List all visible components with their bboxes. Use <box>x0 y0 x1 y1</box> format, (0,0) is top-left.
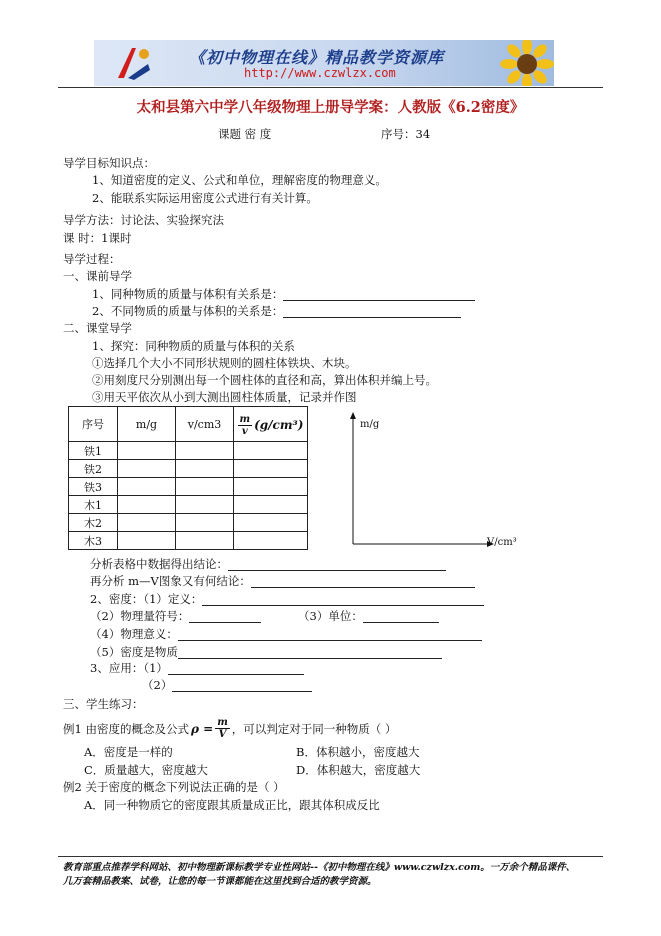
cell[interactable] <box>234 532 308 550</box>
row-label: 铁1 <box>69 442 118 460</box>
table-row <box>69 496 308 514</box>
document-title: 太和县第六中学八年级物理上册导学案：人教版《6.2密度》 <box>136 99 525 116</box>
cell[interactable] <box>176 532 234 550</box>
answer-blank[interactable] <box>168 662 304 675</box>
cell[interactable] <box>234 460 308 478</box>
cell[interactable] <box>234 442 308 460</box>
objective-item: 1、知道密度的定义、公式和单位，理解密度的物理意义。 <box>92 173 387 187</box>
option-d[interactable]: D．体积越大，密度越大 <box>296 763 421 777</box>
col-header-volume: v/cm3 <box>176 407 234 442</box>
answer-blank[interactable] <box>202 593 484 606</box>
col-header-index: 序号 <box>69 407 118 442</box>
sunflower-icon <box>489 40 554 86</box>
density-formula <box>191 717 230 740</box>
density-definition <box>90 592 484 606</box>
question-text: 1、同种物质的质量与体积有关系是： <box>92 287 284 301</box>
cell[interactable] <box>118 460 176 478</box>
answer-blank[interactable] <box>178 646 442 659</box>
header-banner <box>94 40 554 86</box>
answer-blank[interactable] <box>283 288 475 301</box>
cell[interactable] <box>118 478 176 496</box>
density-meaning <box>90 627 482 641</box>
density-property <box>90 645 442 659</box>
density-text: （2）物理量符号： <box>90 609 190 623</box>
footer-line: 几万套精品教案、试卷，让您的每一节课都能在这里找到合适的教学资源。 <box>63 876 377 887</box>
question-text: 2、不同物质的质量与体积的关系是： <box>92 304 284 318</box>
explore-heading: 1、探究：同种物质的质量与体积的关系 <box>92 339 295 353</box>
row-label: 铁2 <box>69 460 118 478</box>
objectives-heading: 导学目标知识点： <box>63 156 155 170</box>
answer-blank[interactable] <box>251 575 475 588</box>
density-symbol <box>90 609 261 623</box>
cell[interactable] <box>118 532 176 550</box>
table-row <box>69 460 308 478</box>
objective-item: 2、能联系实际运用密度公式进行有关计算。 <box>92 191 318 205</box>
cell[interactable] <box>234 514 308 532</box>
site-logo <box>114 44 154 84</box>
answer-blank[interactable] <box>283 305 461 318</box>
section-heading: 一、课前导学 <box>63 269 132 283</box>
cell[interactable] <box>176 442 234 460</box>
col-header-ratio <box>234 407 308 442</box>
class-periods: 课 时：1课时 <box>63 231 132 245</box>
experiment-step: ①选择几个大小不同形状规则的圆柱体铁块、木块。 <box>92 356 357 370</box>
col-header-mass: m/g <box>118 407 176 442</box>
cell[interactable] <box>118 496 176 514</box>
option-a[interactable]: A．密度是一样的 <box>84 745 173 759</box>
answer-blank[interactable] <box>189 610 261 623</box>
section-heading: 三、学生练习： <box>63 697 144 711</box>
example-text: 例1 由密度的概念及公式 <box>63 721 189 736</box>
ratio-denominator: v <box>241 425 248 437</box>
analysis-1 <box>90 557 446 571</box>
density-text: （3）单位： <box>298 609 363 623</box>
x-axis-label: V/cm³ <box>487 537 517 548</box>
density-text: 3、应用：（1） <box>90 661 168 675</box>
table-header-row <box>69 407 308 442</box>
table-row <box>69 478 308 496</box>
cell[interactable] <box>176 514 234 532</box>
application-1 <box>90 661 304 675</box>
section-heading: 二、课堂导学 <box>63 321 132 335</box>
lesson-serial: 序号：34 <box>381 127 431 141</box>
question-2 <box>92 304 461 318</box>
formula-numerator: m <box>217 717 228 728</box>
ratio-unit: (g/cm³) <box>254 418 304 432</box>
cell[interactable] <box>176 460 234 478</box>
ratio-numerator: m <box>239 413 251 425</box>
example-2: 例2 关于密度的概念下列说法正确的是（ ） <box>63 780 285 794</box>
cell[interactable] <box>176 478 234 496</box>
density-unit <box>298 609 439 623</box>
analysis-2 <box>90 574 475 588</box>
example-1 <box>63 717 396 740</box>
lesson-topic: 课题 密 度 <box>218 127 272 141</box>
teaching-method: 导学方法：讨论法、实验探究法 <box>63 213 224 227</box>
table-row <box>69 532 308 550</box>
example-text: ，可以判定对于同一种物质（ ） <box>231 721 397 736</box>
banner-title: 《初中物理在线》精品教学资源库 <box>189 48 445 67</box>
formula-rho: ρ = <box>190 721 214 736</box>
question-1 <box>92 287 475 301</box>
y-axis-label: m/g <box>360 419 380 430</box>
formula-denominator: V <box>218 729 227 740</box>
experiment-step: ②用刻度尺分别测出每一个圆柱体的直径和高，算出体积并编上号。 <box>92 373 437 387</box>
row-label: 铁3 <box>69 478 118 496</box>
density-text: （4）物理意义： <box>90 627 178 641</box>
cell[interactable] <box>176 496 234 514</box>
cell[interactable] <box>118 514 176 532</box>
answer-blank[interactable] <box>178 628 482 641</box>
density-text: （5）密度是物质 <box>90 645 178 659</box>
experiment-step: ③用天平依次从小到大测出圆柱体质量，记录并作图 <box>92 390 357 404</box>
option-a[interactable]: A．同一种物质它的密度跟其质量成正比，跟其体积成反比 <box>84 798 380 812</box>
y-axis-arrow <box>350 412 356 419</box>
row-label: 木3 <box>69 532 118 550</box>
footer-divider <box>58 856 603 857</box>
measurement-table <box>68 406 308 550</box>
process-heading: 导学过程： <box>63 252 121 266</box>
answer-blank[interactable] <box>363 610 439 623</box>
mass-volume-axes <box>348 412 498 552</box>
analysis-text: 再分析 m—V图象又有何结论： <box>90 574 251 588</box>
row-label: 木1 <box>69 496 118 514</box>
header-divider <box>58 87 603 88</box>
table-row <box>69 442 308 460</box>
density-text: 2、密度：（1）定义： <box>90 592 203 606</box>
cell[interactable] <box>118 442 176 460</box>
option-c[interactable]: C．质量越大，密度越大 <box>84 763 208 777</box>
cell[interactable] <box>234 478 308 496</box>
banner-url[interactable]: http://www.czwlzx.com <box>244 66 396 80</box>
answer-blank[interactable] <box>228 558 446 571</box>
table-row <box>69 514 308 532</box>
density-text: （2） <box>142 678 173 692</box>
option-b[interactable]: B．体积越小，密度越大 <box>296 745 420 759</box>
row-label: 木2 <box>69 514 118 532</box>
analysis-text: 分析表格中数据得出结论： <box>90 557 228 571</box>
answer-blank[interactable] <box>172 679 312 692</box>
footer-line: 教育部重点推荐学科网站、初中物理新课标教学专业性网站--《初中物理在线》www.czwlzx.com。一万余个精品课件、 <box>63 862 576 873</box>
application-2 <box>142 678 312 692</box>
cell[interactable] <box>234 496 308 514</box>
